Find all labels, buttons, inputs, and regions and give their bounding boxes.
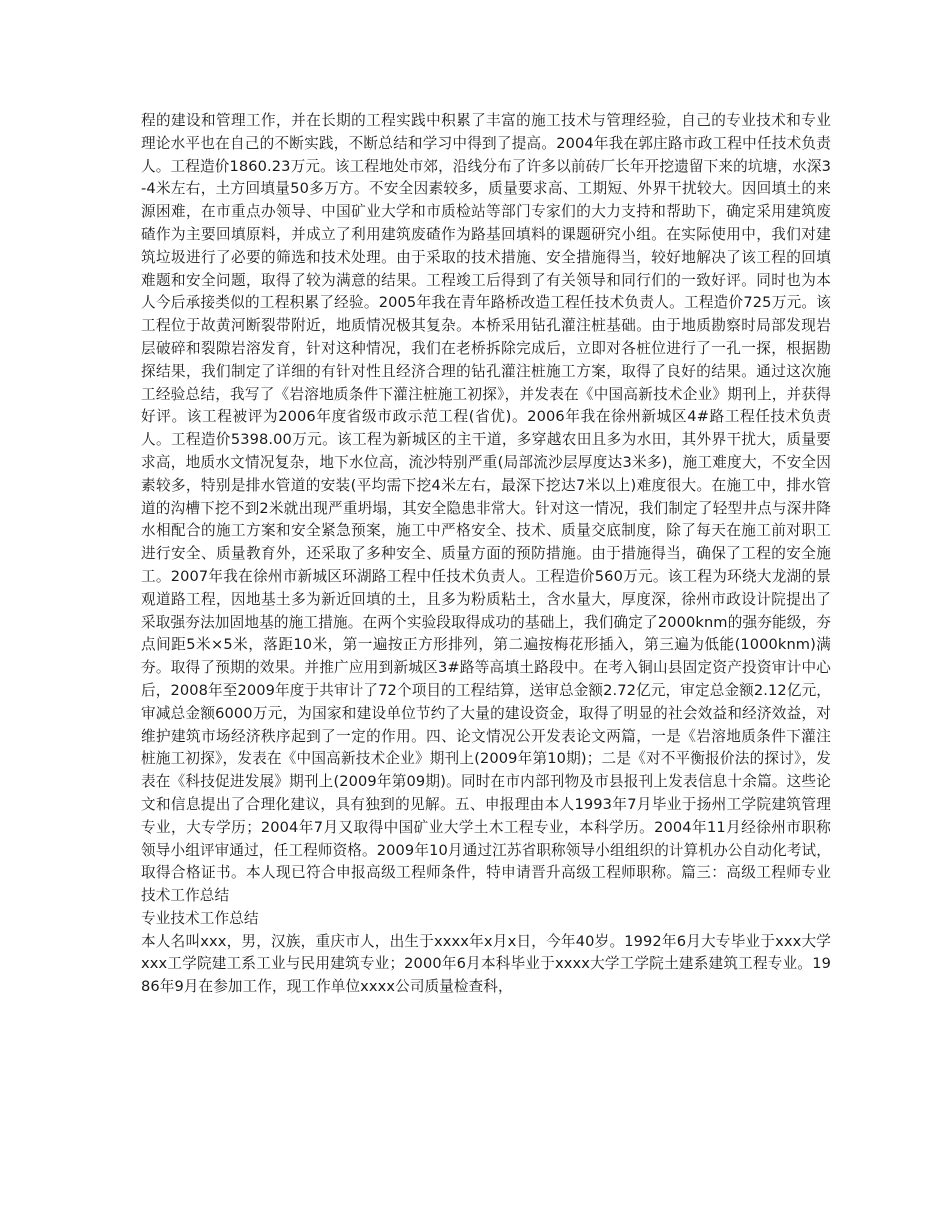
document-page bbox=[141, 110, 831, 999]
body-paragraph: 本人名叫xxx，男，汉族，重庆市人，出生于xxxx年x月x日，今年40岁。1992年6月大专毕业于xxx大学xxx工学院建工系工业与民用建筑专业；2000年6月本科毕业于xxxx大学工学院土建系建筑工程专业。1986年9月在参加工作，现工作单位xxxx公司质量检查科， bbox=[141, 932, 831, 996]
section-heading: 专业技术工作总结 bbox=[141, 909, 259, 927]
body-paragraph: 程的建设和管理工作，并在长期的工程实践中积累了丰富的施工技术与管理经验，自己的专业技术和专业理论水平也在自己的不断实践，不断总结和学习中得到了提高。2004年我在郭庄路市政工程中任技术负责人。工程造价1860.23万元。该工程地处市郊，沿线分布了许多以前砖厂长年开挖遗留下来的坑塘，水深3-4米左右，土方回填量50多万方。不安全因素较多，质量要求高、工期短、外界干扰较大。因回填土的来源困难，在市重点办领导、中国矿业大学和市质检站等部门专家们的大力支持和帮助下，确定采用建筑废碴作为主要回填原料，并成立了利用建筑废碴作为路基回填料的课题研究小组。在实际使用中，我们对建筑垃圾进行了必要的筛选和技术处理。由于采取的技术措施、安全措施得当，较好地解决了该工程的回填难题和安全问题，取得了较为满意的结果。工程竣工后得到了有关领导和同行们的一致好评。同时也为本人今后承接类似的工程积累了经验。2005年我在青年路桥改造工程任技术负责人。工程造价725万元。该工程位于故黄河断裂带附近，地质情况极其复杂。本桥采用钻孔灌注桩基础。由于地质勘察时局部发现岩层破碎和裂隙岩溶发育，针对这种情况，我们在老桥拆除完成后，立即对各桩位进行了一孔一探，根据勘探结果，我们制定了详细的有针对性且经济合理的钻孔灌注桩施工方案，取得了良好的结果。通过这次施工经验总结，我写了《岩溶地质条件下灌注桩施工初探》，并发表在《中国高新技术企业》期刊上，并获得好评。该工程被评为2006年度省级市政示范工程(省优)。2006年我在徐州新城区4#路工程任技术负责人。工程造价5398.00万元。该工程为新城区的主干道，多穿越农田且多为水田，其外界干扰大，质量要求高，地质水文情况复杂，地下水位高，流沙特别严重(局部流沙层厚度达3米多)，施工难度大，不安全因素较多，特别是排水管道的安装(平均需下挖4米左右，最深下挖达7米以上)难度很大。在施工中，排水管道的沟槽下挖不到2米就出现严重坍塌，其安全隐患非常大。针对这一情况，我们制定了轻型井点与深井降水相配合的施工方案和安全紧急预案，施工中严格安全、技术、质量交底制度，除了每天在施工前对职工进行安全、质量教育外，还采取了多种安全、质量方面的预防措施。由于措施得当，确保了工程的安全施工。2007年我在徐州市新城区环湖路工程中任技术负责人。工程造价560万元。该工程为环绕大龙湖的景观道路工程，因地基土多为新近回填的土，且多为粉质粘土，含水量大，厚度深，徐州市政设计院提出了采取强夯法加固地基的施工措施。在两个实验段取得成功的基础上，我们确定了2000knm的强夯能级，夯点间距5米×5米，落距10米，第一遍按正方形排列，第二遍按梅花形插入，第三遍为低能(1000knm)满夯。取得了预期的效果。并推广应用到新城区3#路等高填土路段中。在考入铜山县固定资产投资审计中心后，2008年至2009年度于共审计了72个项目的工程结算，送审总金额2.72亿元，审定总金额2.12亿元，审减总金额6000万元，为国家和建设单位节约了大量的建设资金，取得了明显的社会效益和经济效益，对维护建筑市场经济秩序起到了一定的作用。四、论文情况公开发表论文两篇，一是《岩溶地质条件下灌注桩施工初探》，发表在《中国高新技术企业》期刊上(2009年第10期)；二是《对不平衡报价法的探讨》，发表在《科技促进发展》期刊上(2009年第09期)。同时在市内部刊物及市县报刊上发表信息十余篇。这些论文和信息提出了合理化建议，具有独到的见解。五、申报理由本人1993年7月毕业于扬州工学院建筑管理专业，大专学历；2004年7月又取得中国矿业大学土木工程专业，本科学历。2004年11月经徐州市职称领导小组评审通过，任工程师资格。2009年10月通过江苏省职称领导小组组织的计算机办公自动化考试，取得合格证书。本人现已符合申报高级工程师条件，特申请晋升高级工程师职称。篇三：高级工程师专业技术工作总结 bbox=[141, 112, 831, 905]
